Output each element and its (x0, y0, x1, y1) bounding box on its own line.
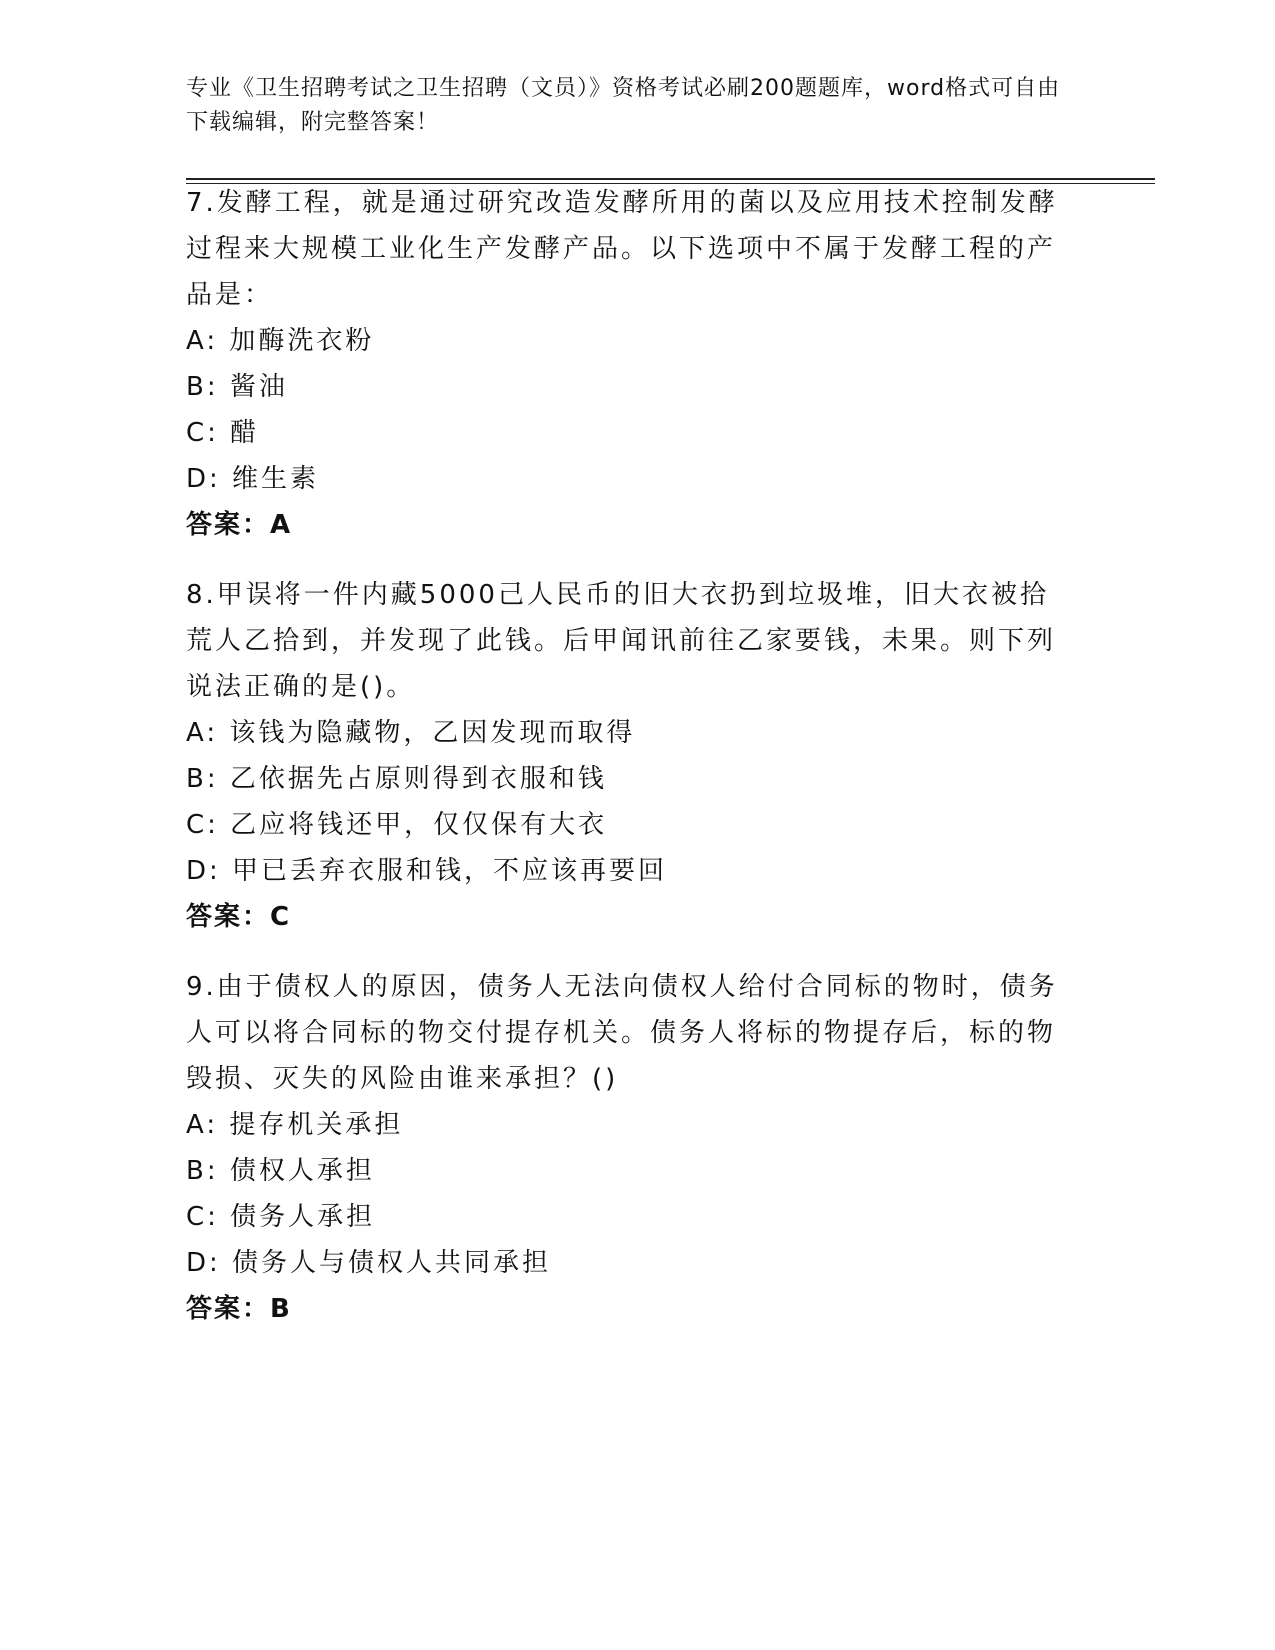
question-stem: 8.甲误将一件内藏5000己人民币的旧大衣扔到垃圾堆，旧大衣被拾荒人乙拾到，并发现了此钱。后甲闻讯前往乙家要钱，未果。则下列说法正确的是()。 (186, 580, 1057, 702)
option-a: A: 提存机关承担 (186, 1110, 404, 1140)
option-a: A: 该钱为隐藏物，乙因发现而取得 (186, 718, 636, 748)
option-b: B: 债权人承担 (186, 1156, 375, 1186)
option-d: D: 债务人与债权人共同承担 (186, 1248, 552, 1278)
question-stem: 9.由于债权人的原因，债务人无法向债权人给付合同标的物时，债务人可以将合同标的物交付提存机关。债务人将标的物提存后，标的物毁损、灭失的风险由谁来承担？() (186, 972, 1058, 1094)
option-b: B: 乙依据先占原则得到衣服和钱 (186, 764, 607, 794)
option-d: D: 维生素 (186, 464, 320, 494)
option-a: A: 加酶洗衣粉 (186, 326, 375, 356)
option-c: C: 乙应将钱还甲，仅仅保有大衣 (186, 810, 608, 840)
option-d: D: 甲已丢弃衣服和钱，不应该再要回 (186, 856, 668, 886)
option-c: C: 醋 (186, 418, 260, 448)
option-b: B: 酱油 (186, 372, 288, 402)
question-stem: 7.发酵工程，就是通过研究改造发酵所用的菌以及应用技术控制发酵过程来大规模工业化生产发酵产品。以下选项中不属于发酵工程的产品是： (186, 188, 1058, 310)
question-9 (186, 964, 1066, 1332)
answer: 答案：B (186, 1294, 292, 1324)
question-8 (186, 572, 1066, 940)
answer: 答案：C (186, 902, 292, 932)
document-header: 专业《卫生招聘考试之卫生招聘（文员）》资格考试必刷200题题库，word格式可自由下载编辑，附完整答案！ (186, 76, 1061, 135)
answer: 答案：A (186, 510, 293, 540)
question-7 (186, 180, 1066, 548)
option-c: C: 债务人承担 (186, 1202, 376, 1232)
